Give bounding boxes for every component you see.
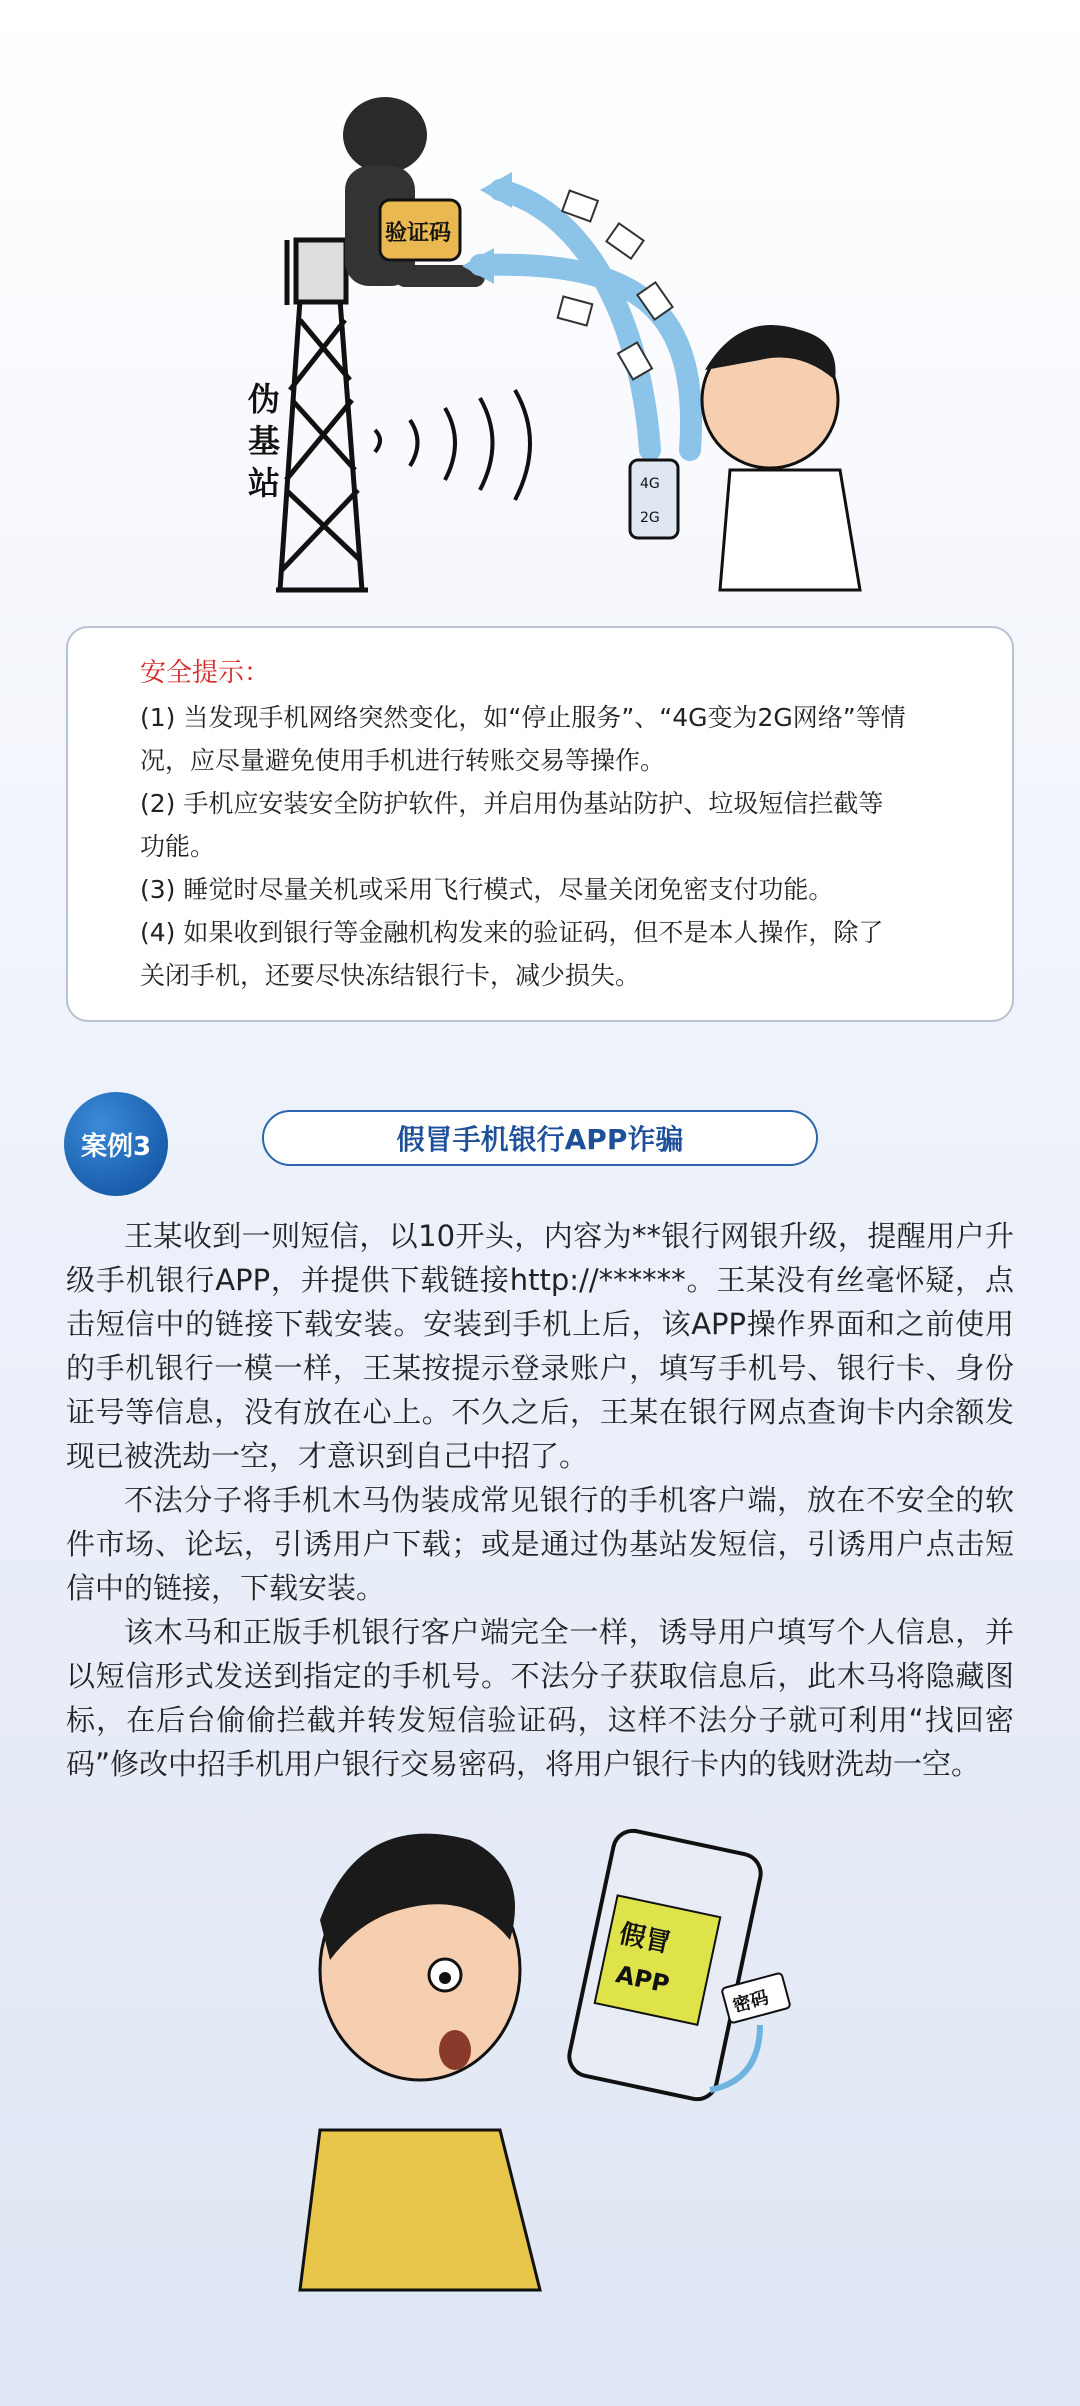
safety-tips-box — [66, 626, 1014, 1022]
app-label: APP — [613, 1960, 672, 1999]
safety-tip-line: (2) 手机应安装安全防护软件，并启用伪基站防护、垃圾短信拦截等 — [140, 789, 884, 818]
person-figure-icon — [300, 1834, 540, 2290]
fake-base-station-illustration — [0, 90, 1080, 620]
safety-tip-line: (4) 如果收到银行等金融机构发来的验证码，但不是本人操作，除了 — [140, 918, 884, 947]
safety-tip-line: 功能。 — [140, 832, 216, 861]
safety-tip-line: (3) 睡觉时尽量关机或采用飞行模式，尽量关闭免密支付功能。 — [140, 875, 834, 904]
tower-icon — [276, 240, 368, 590]
phone-screen-top: 4G — [640, 476, 660, 492]
safety-tips-title: 安全提示： — [140, 658, 271, 688]
victim-figure-icon — [630, 325, 860, 590]
phone-screen-bottom: 2G — [640, 510, 660, 526]
safety-tip-line: (1) 当发现手机网络突然变化，如“停止服务”、“4G变为2G网络”等情 — [140, 703, 906, 732]
fake-station-label-3: 站 — [248, 464, 281, 502]
password-label: 密码 — [730, 1987, 771, 2017]
fake-station-label-2: 基 — [248, 422, 281, 460]
story-paragraph: 王某收到一则短信，以10开头，内容为**银行网银升级，提醒用户升级手机银行APP，并提供下载链接http://******。王某没有丝毫怀疑，点击短信中的链接下载安装。安装到手机上后，该APP操作界面和之前使用的手机银行一模一样，王某按提示登录账户，填写手机号、银行卡、身份证号等信息，没有放在心上。不久之后，王某在银行网点查询卡内余额发现已被洗劫一空，才意识到自己中招了。 — [66, 1219, 1014, 1473]
phone-icon — [566, 1827, 765, 2103]
fake-app-illustration — [280, 1800, 800, 2300]
safety-tip-line: 关闭手机，还要尽快冻结银行卡，减少损失。 — [140, 961, 641, 990]
case-badge: 案例3 — [64, 1092, 168, 1196]
case-title-banner: 假冒手机银行APP诈骗 — [262, 1110, 818, 1166]
story-paragraph: 不法分子将手机木马伪装成常见银行的手机客户端，放在不安全的软件市场、论坛，引诱用户下载；或是通过伪基站发短信，引诱用户点击短信中的链接，下载安装。 — [66, 1483, 1014, 1605]
arrow-head-icon — [480, 172, 512, 208]
fake-station-label-1: 伪 — [248, 380, 281, 418]
envelope-label: 验证码 — [385, 221, 452, 246]
case-story — [66, 1214, 1014, 1786]
fake-label: 假冒 — [616, 1918, 674, 1960]
safety-tip-line: 况，应尽量避免使用手机进行转账交易等操作。 — [140, 746, 666, 775]
signal-waves-icon — [375, 390, 530, 500]
thief-figure-icon — [343, 97, 485, 287]
story-paragraph: 该木马和正版手机银行客户端完全一样，诱导用户填写个人信息，并以短信形式发送到指定的手机号。不法分子获取信息后，此木马将隐藏图标，在后台偷偷拦截并转发短信验证码，这样不法分子就可利用“找回密码”修改中招手机用户银行交易密码，将用户银行卡内的钱财洗劫一空。 — [66, 1615, 1014, 1781]
